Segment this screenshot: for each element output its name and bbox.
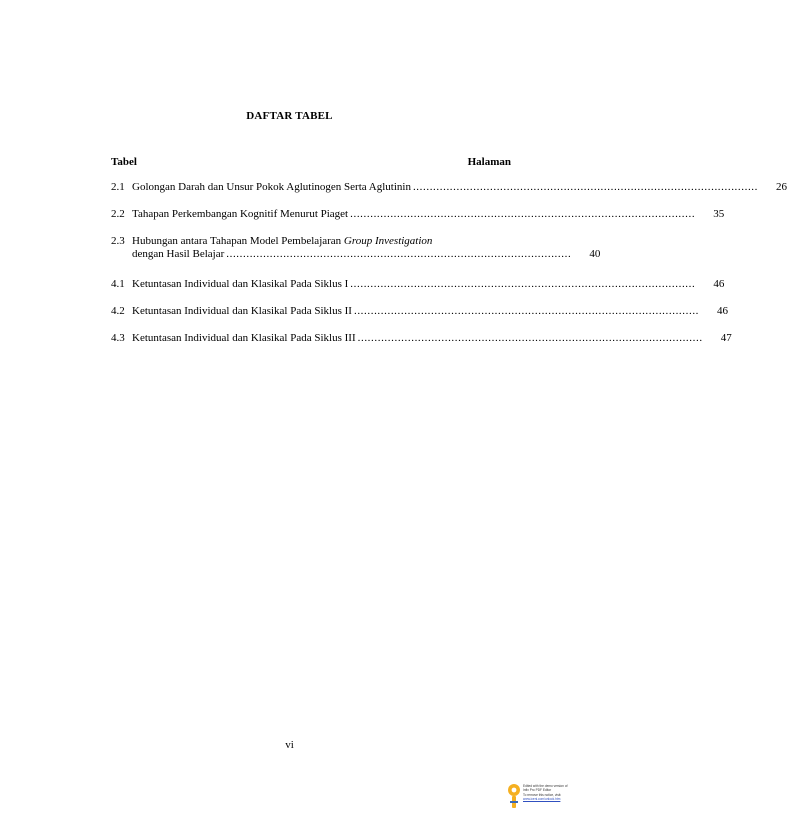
entry-page: 47: [720, 332, 732, 344]
dot-leader: .......................................................................................................: [353, 305, 700, 317]
entry-page: 26: [776, 181, 787, 193]
page-title: DAFTAR TABEL: [246, 110, 333, 122]
dot-leader: .......................................................................................................: [350, 278, 696, 290]
entry-title: Ketuntasan Individual dan Klasikal Pada Siklus I: [132, 278, 349, 290]
infix-logo-icon: [507, 783, 521, 811]
editor-watermark: [507, 781, 573, 815]
watermark-line2: Infix Pro PDF Editor: [523, 788, 552, 792]
entry-page: 46: [713, 278, 725, 290]
toc-entry[interactable]: [111, 208, 725, 221]
entry-number: 4.2: [111, 305, 125, 317]
entry-title-italic: Group Investigation: [343, 235, 433, 247]
toc-entry[interactable]: [111, 278, 725, 291]
header-tabel: Tabel: [111, 156, 137, 168]
dot-leader: .......................................................................................................: [226, 248, 572, 260]
header-halaman: Halaman: [467, 156, 511, 168]
watermark-line3: To remove this notice, visit:: [523, 793, 562, 797]
entry-page: 40: [589, 248, 601, 260]
page-number: vi: [285, 739, 294, 751]
entry-number: 4.3: [111, 332, 125, 344]
entry-number: 2.2: [111, 208, 125, 220]
dot-leader: .......................................................................................................: [412, 181, 759, 193]
entry-page: 35: [713, 208, 725, 220]
entry-title-line1: Hubungan antara Tahapan Model Pembelajaran: [132, 235, 342, 247]
entry-title: Tahapan Perkembangan Kognitif Menurut Piaget: [132, 208, 349, 220]
entry-number: 2.3: [111, 235, 125, 247]
toc-entry[interactable]: [111, 235, 601, 261]
watermark-link[interactable]: www.iceni.com/unlock.htm: [523, 797, 561, 801]
dot-leader: .......................................................................................................: [350, 208, 696, 220]
entry-page: 46: [717, 305, 729, 317]
entry-title: Ketuntasan Individual dan Klasikal Pada Siklus II: [132, 305, 352, 317]
entry-number: 2.1: [111, 181, 125, 193]
toc-entry[interactable]: [111, 332, 732, 345]
table-list-header: [111, 156, 511, 170]
entry-title: Ketuntasan Individual dan Klasikal Pada Siklus III: [132, 332, 356, 344]
entry-number: 4.1: [111, 278, 125, 290]
entry-title-line2: dengan Hasil Belajar: [132, 248, 225, 260]
toc-entry[interactable]: [111, 181, 787, 194]
dot-leader: .......................................................................................................: [357, 332, 703, 344]
toc-entry[interactable]: [111, 305, 729, 318]
entry-title: Golongan Darah dan Unsur Pokok Aglutinogen Serta Aglutinin: [132, 181, 411, 193]
watermark-line1: Edited with the demo version of: [523, 784, 568, 788]
